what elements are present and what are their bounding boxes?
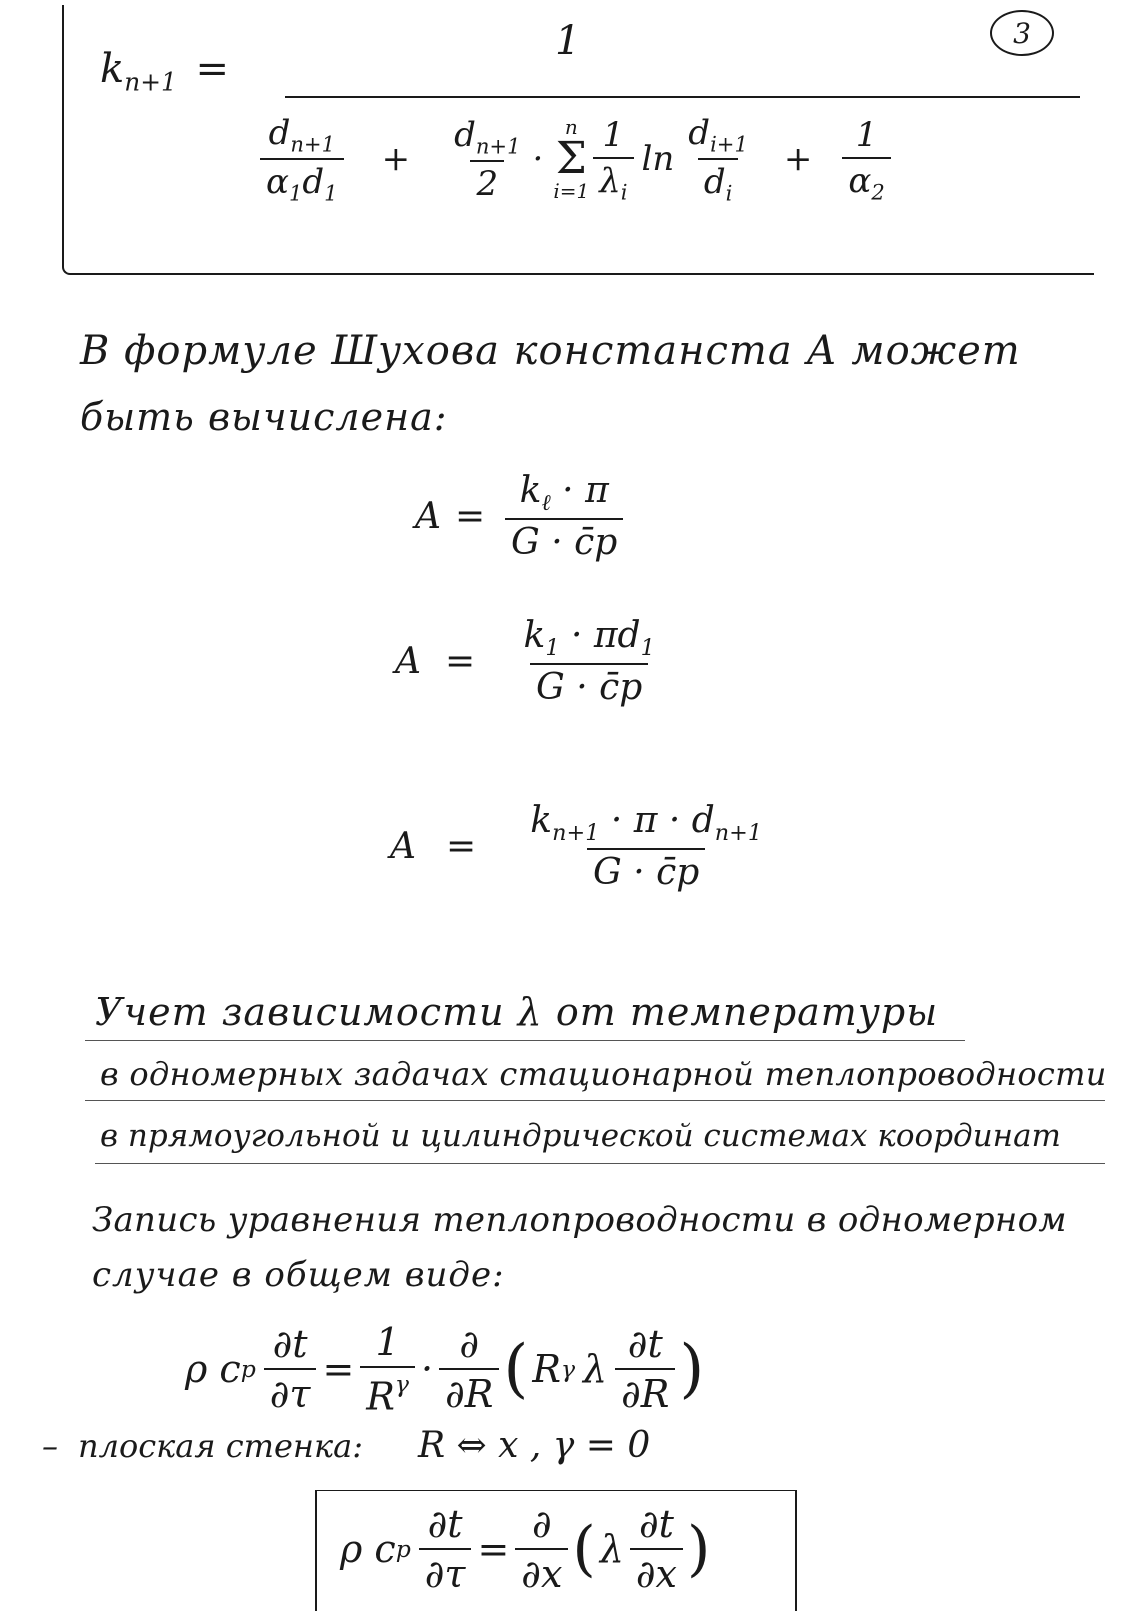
heading-line-1: Учет зависимости λ от температуры — [95, 990, 939, 1034]
a-formula-2: A = $\frac{k_1 \cdot \pi d_1}{G \cdot c̄p}$ — [395, 615, 655, 708]
ln-operator: ln — [641, 139, 675, 180]
term-one-over-alpha2: $\frac{1}{\alpha_2}$ — [842, 115, 890, 204]
heading-rule-2 — [85, 1100, 1105, 1101]
a-formula-3: A = $\frac{k_{n+1} \cdot \pi \cdot d_{n+1}}{G \cdot c̄p}$ — [390, 800, 763, 893]
flat-wall-line: – плоская стенка: R ⇔ x , γ = 0 — [42, 1425, 651, 1466]
paragraph-2-line-2: случае в общем виде: — [92, 1255, 505, 1295]
heading-rule-3 — [95, 1163, 1105, 1164]
k-formula-lhs: $k_{n+1}$ = — [100, 46, 230, 97]
k-formula-main-fraction-bar — [285, 96, 1080, 98]
flat-wall-equation: ρ c p $\frac{\partial t}{\partial\tau}$ = $\frac{\partial}{\partial x}$ ( λ $\frac{\partial t}{\partial x}$ ) — [340, 1502, 711, 1596]
summation: n Σ i=1 — [553, 115, 590, 204]
general-heat-equation: ρ c p $\frac{\partial t}{\partial\tau}$ = $\frac{1}{R^\gamma}$ · $\frac{\partial}{\partial R}$ ( R γ λ $\frac{\partial t}{\partial R}$ ) — [185, 1320, 705, 1419]
heading-line-2: в одномерных задачах стационарной теплопроводности — [100, 1055, 1107, 1093]
k-formula-numerator: 1 — [555, 18, 581, 64]
paragraph-1-line-2: быть вычислена: — [80, 395, 448, 439]
heading-rule-1 — [85, 1040, 965, 1041]
k-formula — [100, 18, 1090, 258]
k-formula-denominator: $\frac{d_{n+1}}{\alpha_1d_1}$ + $\frac{d_{n+1}}{2}$ · n Σ i=1 $\frac{1}{\lambda_i}$ ln $\frac{d_{i+1}}{d_i}$ + $\frac{1}{\alpha_2}$ — [260, 113, 891, 206]
paragraph-1-line-1: В формуле Шухова констанста А может — [80, 328, 1021, 374]
heading-line-3: в прямоугольной и цилиндрической системах координат — [100, 1118, 1061, 1154]
paragraph-2-line-1: Запись уравнения теплопроводности в одномерном — [92, 1200, 1067, 1240]
page-number: 3 — [1013, 16, 1031, 50]
term-d-over-2: $\frac{d_{n+1}}{2}$ — [454, 114, 521, 205]
term-diameter-ratio: $\frac{d_{i+1}}{d_i}$ — [688, 113, 748, 206]
term-d-over-alpha-d: $\frac{d_{n+1}}{\alpha_1d_1}$ — [260, 113, 344, 206]
a-formula-1: A = $\frac{k_\ell \cdot \pi}{G \cdot c̄p}$ — [415, 470, 629, 563]
term-one-over-lambda: $\frac{1}{\lambda_i}$ — [593, 115, 633, 204]
